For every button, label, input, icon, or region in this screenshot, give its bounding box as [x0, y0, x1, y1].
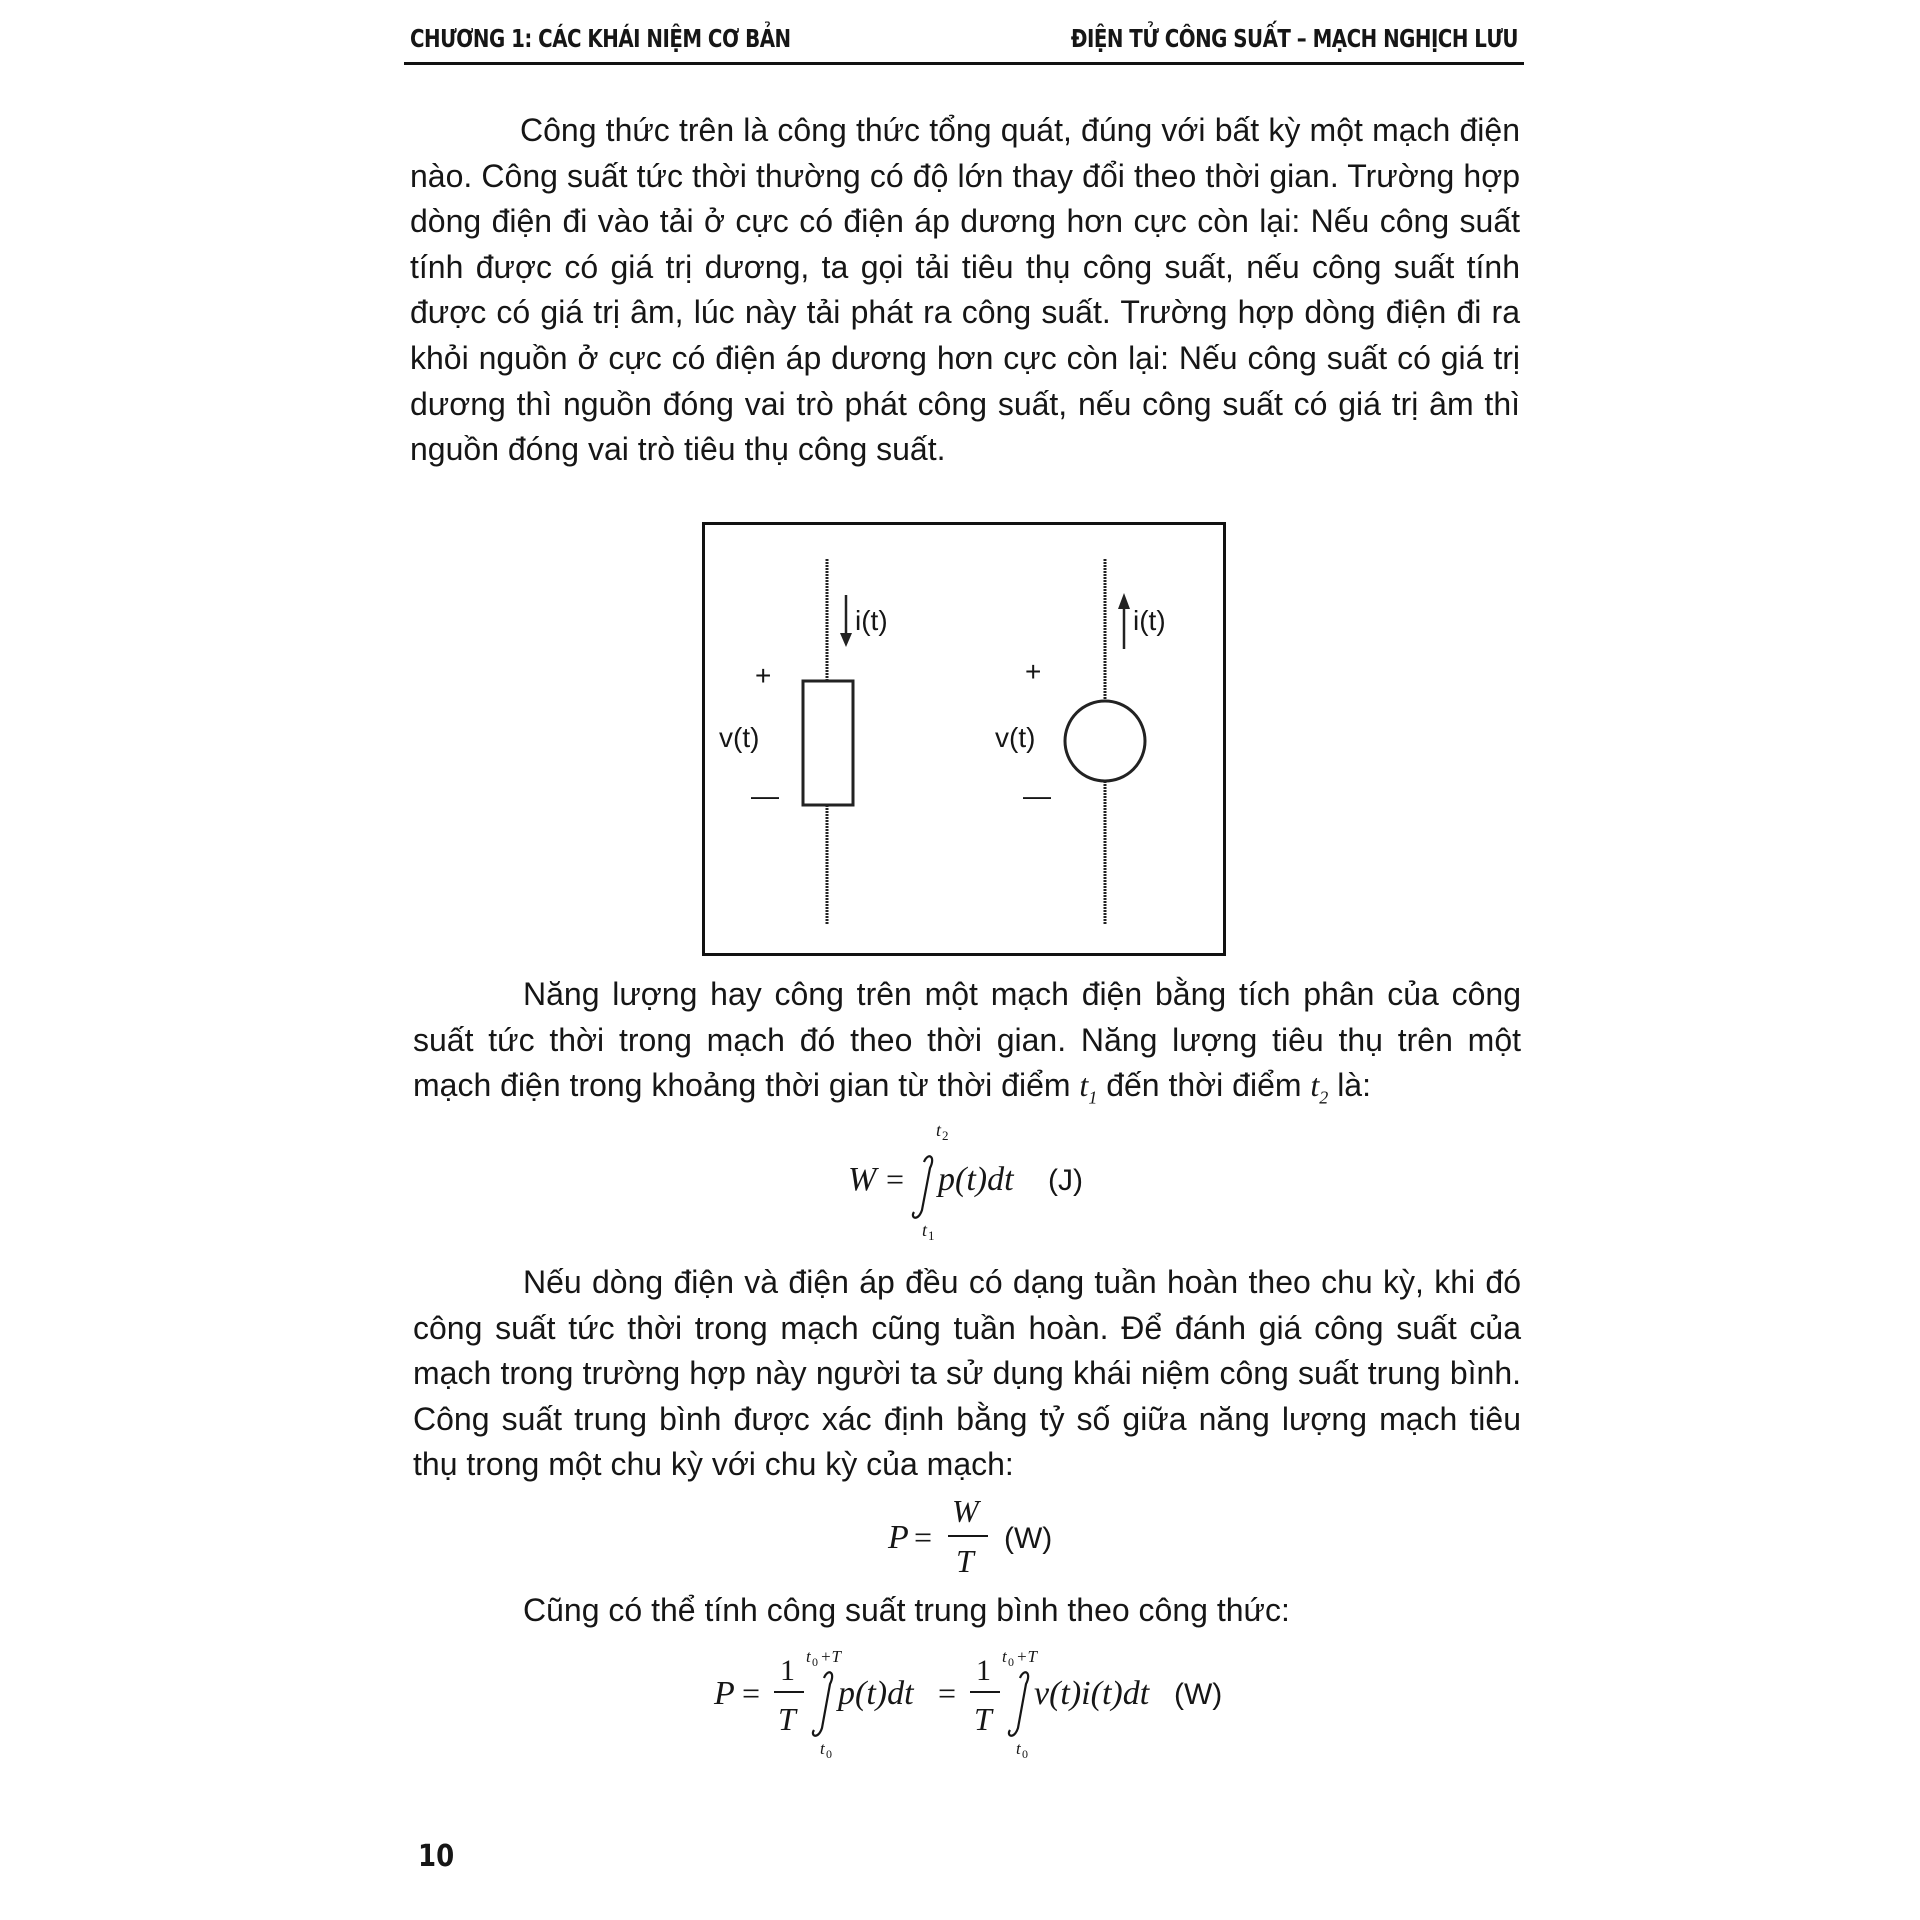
svg-text:t: t: [806, 1648, 811, 1666]
svg-text:1: 1: [780, 1654, 795, 1687]
header-rule: [404, 62, 1524, 65]
load-plus-sign: +: [755, 660, 772, 691]
load-current-label: i(t): [855, 605, 888, 636]
average-power-integral-equation: [712, 1648, 1252, 1768]
svg-text:P: P: [714, 1675, 735, 1712]
current-up-arrow-icon: [1118, 593, 1130, 609]
paragraph-text: Nếu dòng điện và điện áp đều có dạng tuần hoàn theo chu kỳ, khi đó công suất tức thời trong mạch cũng tuần hoàn. Để đánh giá công suất của mạch trong trường hợp này người ta sử dụng khái niệm công suất trung bình. Công suất trung bình được xác định bằng tỷ số giữa năng lượng mạch tiêu thụ trong một chu kỳ với chu kỳ của mạch:: [413, 1264, 1521, 1483]
source-plus-sign: +: [1025, 656, 1042, 687]
svg-text:W: W: [848, 1161, 877, 1198]
avg2-unit: (W): [1174, 1678, 1223, 1711]
source-voltage-label: v(t): [995, 722, 1036, 753]
load-minus-sign: —: [751, 780, 779, 811]
svg-text:t: t: [1002, 1648, 1007, 1666]
svg-text:P: P: [888, 1519, 909, 1556]
t1-symbol: $t_1$: [1079, 1067, 1098, 1108]
circuit-figure: [702, 522, 1226, 956]
svg-text:0: 0: [1008, 1655, 1014, 1669]
svg-text:=: =: [886, 1161, 905, 1197]
svg-text:=: =: [914, 1519, 933, 1555]
energy-unit: (J): [1048, 1164, 1083, 1197]
paragraph-alt-formula: Cũng có thể tính công suất trung bình theo công thức:: [523, 1592, 1290, 1628]
avg-unit: (W): [1004, 1522, 1053, 1555]
load-voltage-label: v(t): [719, 722, 760, 753]
average-power-integral-svg: [712, 1648, 1252, 1768]
svg-text:t: t: [936, 1124, 942, 1140]
svg-text:=: =: [742, 1675, 761, 1711]
svg-text:+T: +T: [820, 1648, 841, 1666]
svg-text:v(t)i(t)dt: v(t)i(t)dt: [1034, 1675, 1150, 1712]
svg-text:t: t: [1016, 1739, 1021, 1758]
current-down-arrow-icon: [840, 633, 852, 647]
page-number: 10: [418, 1839, 455, 1875]
energy-integral-svg: [846, 1124, 1106, 1244]
svg-text:0: 0: [812, 1655, 818, 1669]
source-current-label: i(t): [1133, 605, 1166, 636]
chapter-header: CHƯƠNG 1: CÁC KHÁI NIỆM CƠ BẢN: [410, 25, 791, 54]
svg-text:t: t: [922, 1220, 928, 1240]
svg-text:+T: +T: [1016, 1648, 1037, 1666]
svg-text:T: T: [956, 1543, 974, 1579]
svg-text:1: 1: [976, 1654, 991, 1687]
load-resistor-icon: [803, 681, 853, 805]
energy-equation: [846, 1124, 1106, 1244]
svg-text:T: T: [974, 1701, 992, 1737]
average-power-equation: [886, 1488, 1086, 1588]
paragraph-power-sign: [410, 108, 1520, 473]
svg-text:p(t)dt: p(t)dt: [838, 1675, 914, 1712]
paragraph-text: đến thời điểm: [1097, 1067, 1311, 1104]
circuit-diagram: [705, 525, 1223, 953]
t2-symbol: $t_2$: [1310, 1067, 1329, 1108]
svg-text:T: T: [778, 1701, 796, 1737]
average-power-svg: [886, 1488, 1086, 1588]
source-circle-icon: [1065, 701, 1145, 781]
svg-text:p(t)dt: p(t)dt: [938, 1161, 1014, 1198]
paragraph-text: là:: [1328, 1067, 1371, 1104]
svg-text:=: =: [938, 1675, 957, 1711]
paragraph-average-power: [413, 1260, 1521, 1488]
paragraph-energy: [413, 972, 1521, 1121]
svg-text:t: t: [820, 1739, 825, 1758]
svg-text:2: 2: [942, 1128, 949, 1143]
paragraph-text: Năng lượng hay công trên một mạch điện bằng tích phân của công suất tức thời trong mạch đó theo thời gian. Năng lượng tiêu thụ trên một mạch điện trong khoảng thời gian từ thời điểm: [413, 976, 1521, 1104]
svg-text:0: 0: [1022, 1747, 1028, 1761]
source-minus-sign: —: [1023, 780, 1051, 811]
book-title-header: ĐIỆN TỬ CÔNG SUẤT – MẠCH NGHỊCH LƯU: [1070, 25, 1518, 54]
paragraph-text: Công thức trên là công thức tổng quát, đúng với bất kỳ một mạch điện nào. Công suất tức thời thường có độ lớn thay đổi theo thời gian. Trường hợp dòng điện đi vào tải ở cực có điện áp dương hơn cực còn lại: Nếu công suất tính được có giá trị dương, ta gọi tải tiêu thụ công suất, nếu công suất tính được có giá trị âm, lúc này tải phát ra công suất. Trường hợp dòng điện đi ra khỏi nguồn ở cực có điện áp dương hơn cực còn lại: Nếu công suất có giá trị dương thì nguồn đóng vai trò phát công suất, nếu công suất có giá trị âm thì nguồn đóng vai trò tiêu thụ công suất.: [410, 112, 1520, 468]
svg-text:1: 1: [928, 1228, 935, 1243]
svg-text:W: W: [952, 1493, 979, 1529]
svg-text:0: 0: [826, 1747, 832, 1761]
